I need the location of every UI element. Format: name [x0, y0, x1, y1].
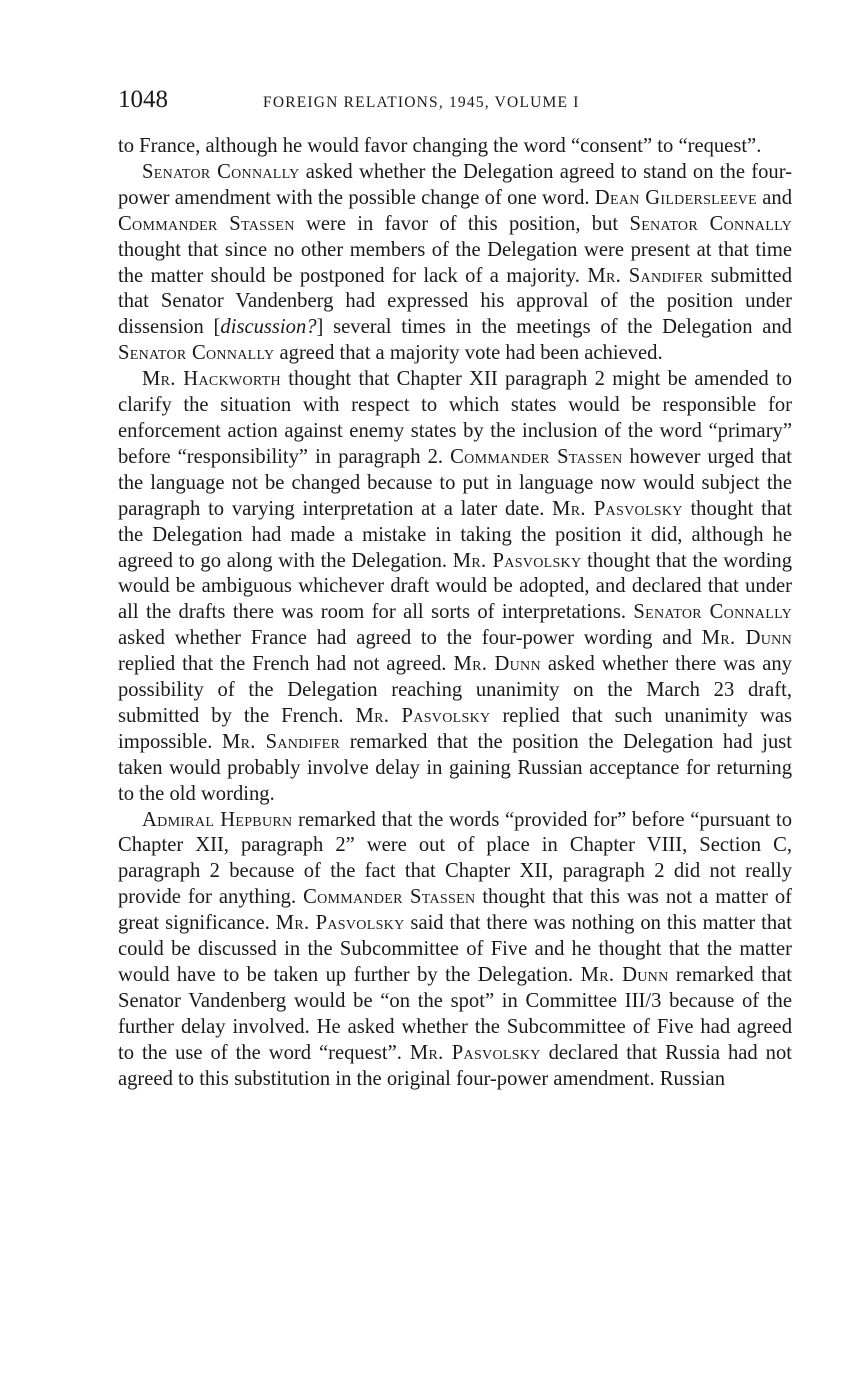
- speaker-name: Senator Connally: [633, 601, 793, 624]
- speaker-name: Commander Stassen: [303, 886, 476, 909]
- speaker-name: Mr. Pasvolsky: [452, 549, 582, 572]
- speaker-name: Dean Gildersleeve: [594, 186, 757, 209]
- paragraph-text: however urged that the language not be changed because to put in language now would subject the paragraph to varying interpretation at a later date.: [118, 445, 792, 520]
- paragraph-text: remarked that the words “provided for” before “pursuant to Chapter XII, paragraph 2” were out of place in Chapter VIII, Section C, paragraph 2 because of the fact that Chapter XII, paragraph 2 did not really provide for anything.: [118, 808, 792, 909]
- document-page: [118, 86, 792, 1093]
- speaker-name: Mr. Dunn: [701, 627, 792, 650]
- paragraph-text: thought that the Delegation had made a mistake in taking the position it did, although he agreed to go along with the Delegation.: [118, 497, 793, 572]
- page-number: 1048: [118, 86, 168, 113]
- paragraph-text: thought that this was not a matter of great significance.: [118, 886, 792, 935]
- paragraph-text: said that there was nothing on this matter that could be discussed in the Subcommittee of Five and he thought that the matter would have to be taken up further by the Delegation.: [118, 912, 792, 986]
- speaker-name: Mr. Dunn: [453, 653, 541, 676]
- running-head: FOREIGN RELATIONS, 1945, VOLUME I: [263, 94, 580, 111]
- paragraph-text: ] several times in the meetings of the Delegation and: [316, 316, 792, 339]
- paragraph-text: thought that the wording would be ambiguous whichever draft would be adopted, and declared that under all the drafts there was room for all sorts of interpretations.: [118, 549, 793, 624]
- speaker-name: Commander Stassen: [450, 445, 623, 468]
- paragraph-text: to France, although he would favor changing the word “consent” to “request”.: [118, 135, 762, 157]
- paragraph-text: replied that the French had not agreed.: [118, 653, 454, 676]
- speaker-name: Mr. Pasvolsky: [552, 497, 683, 520]
- speaker-name: Admiral Hepburn: [142, 808, 293, 831]
- paragraph: [118, 808, 792, 1093]
- paragraph-text: asked whether France had agreed to the four-power wording and: [118, 627, 702, 650]
- paragraph: [118, 160, 792, 367]
- speaker-name: Mr. Sandifer: [587, 264, 704, 287]
- paragraph-text: thought that Chapter XII paragraph 2 might be amended to clarify the situation with respect to which states would be responsible for enforcement action against enemy states by the inclusion of the word “primary” before “responsibility” in paragraph 2.: [118, 368, 792, 468]
- italic-text: discussion?: [220, 316, 317, 339]
- paragraph: [118, 134, 792, 160]
- speaker-name: Mr. Pasvolsky: [355, 704, 491, 727]
- speaker-name: Mr. Sandifer: [221, 730, 341, 753]
- paragraph-text: remarked that Senator Vandenberg would be “on the spot” in Committee III/3 because of the further delay involved. He asked whether the Subcommittee of Five had agreed to the use of the word “request”.: [118, 964, 792, 1064]
- paragraph-text: declared that Russia had not agreed to this substitution in the original four-power amendment. Russian: [118, 1041, 792, 1090]
- speaker-name: Senator Connally: [118, 342, 275, 365]
- speaker-name: Senator Connally: [142, 160, 300, 183]
- speaker-name: Mr. Pasvolsky: [409, 1041, 541, 1064]
- paragraph-text: agreed that a majority vote had been achieved.: [274, 342, 663, 365]
- paragraph-text: replied that such unanimity was impossible.: [118, 704, 792, 753]
- paragraph-text: submitted that Senator Vandenberg had expressed his approval of the position under dissension [: [118, 264, 792, 339]
- paragraph-text: and: [757, 186, 792, 209]
- paragraph: [118, 367, 792, 807]
- page-header: [118, 86, 792, 120]
- paragraph-text: remarked that the position the Delegation had just taken would probably involve delay in gaining Russian acceptance for returning to the old wording.: [118, 730, 792, 805]
- paragraph-text: were in favor of this position, but: [294, 212, 630, 235]
- speaker-name: Senator Connally: [629, 212, 792, 235]
- paragraph-text: asked whether there was any possibility of the Delegation reaching unanimity on the March 23 draft, submitted by the French.: [118, 653, 792, 727]
- speaker-name: Mr. Pasvolsky: [275, 912, 405, 935]
- speaker-name: Mr. Hackworth: [142, 368, 281, 391]
- speaker-name: Commander Stassen: [118, 212, 295, 235]
- body-text: [118, 134, 792, 1093]
- paragraph-text: thought that since no other members of the Delegation were present at that time the matter should be postponed for lack of a majority.: [118, 238, 792, 287]
- speaker-name: Mr. Dunn: [580, 964, 669, 986]
- paragraph-text: asked whether the Delegation agreed to stand on the four-power amendment with the possible change of one word.: [118, 160, 793, 209]
